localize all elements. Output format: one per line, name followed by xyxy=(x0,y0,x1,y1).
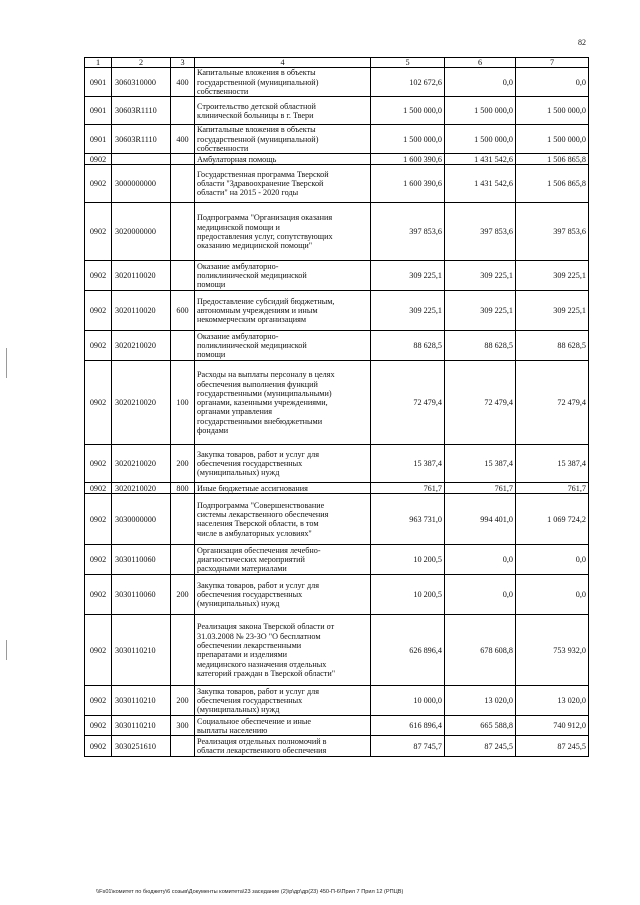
cell-name: Оказание амбулаторно- поликлинической медицинской помощи xyxy=(195,261,371,291)
cell-v6: 1 500 000,0 xyxy=(445,125,516,154)
table-row xyxy=(85,165,589,203)
cell-v5: 10 200,5 xyxy=(371,575,445,615)
cell-v6: 1 500 000,0 xyxy=(445,97,516,125)
cell-vid: 200 xyxy=(171,686,195,716)
cell-v7: 0,0 xyxy=(516,575,589,615)
cell-v7: 740 912,0 xyxy=(516,716,589,736)
cell-v7: 1 506 865,8 xyxy=(516,165,589,203)
cell-v7: 309 225,1 xyxy=(516,261,589,291)
column-header: 3 xyxy=(171,58,195,68)
column-header: 2 xyxy=(112,58,171,68)
cell-code: 3030110210 xyxy=(112,615,171,686)
cell-v6: 678 608,8 xyxy=(445,615,516,686)
cell-name: Закупка товаров, работ и услуг для обеспечения государственных (муниципальных) нужд xyxy=(195,686,371,716)
cell-v5: 963 731,0 xyxy=(371,494,445,545)
cell-name: Закупка товаров, работ и услуг для обеспечения государственных (муниципальных) нужд xyxy=(195,445,371,483)
cell-v7: 72 479,4 xyxy=(516,361,589,445)
table-row xyxy=(85,494,589,545)
cell-vid: 400 xyxy=(171,125,195,154)
margin-mark xyxy=(6,640,7,660)
column-header: 5 xyxy=(371,58,445,68)
cell-vid: 300 xyxy=(171,716,195,736)
cell-code: 3020110020 xyxy=(112,261,171,291)
cell-v6: 88 628,5 xyxy=(445,331,516,361)
cell-name: Капитальные вложения в объекты государственной (муниципальной) собственности xyxy=(195,125,371,154)
cell-v6: 309 225,1 xyxy=(445,261,516,291)
cell-sec: 0902 xyxy=(85,165,112,203)
cell-code xyxy=(112,154,171,165)
cell-v5: 10 000,0 xyxy=(371,686,445,716)
budget-table xyxy=(84,57,589,757)
cell-v7: 1 069 724,2 xyxy=(516,494,589,545)
cell-vid xyxy=(171,203,195,261)
cell-v5: 761,7 xyxy=(371,483,445,494)
cell-v6: 13 020,0 xyxy=(445,686,516,716)
cell-v5: 309 225,1 xyxy=(371,261,445,291)
cell-sec: 0902 xyxy=(85,154,112,165)
cell-v5: 397 853,6 xyxy=(371,203,445,261)
cell-v7: 13 020,0 xyxy=(516,686,589,716)
table-row xyxy=(85,261,589,291)
cell-v6: 0,0 xyxy=(445,545,516,575)
cell-code: 3030110060 xyxy=(112,545,171,575)
cell-name: Амбулаторная помощь xyxy=(195,154,371,165)
page-number: 82 xyxy=(578,38,586,47)
cell-code: 3060310000 xyxy=(112,68,171,97)
cell-sec: 0902 xyxy=(85,291,112,331)
cell-v5: 1 600 390,6 xyxy=(371,165,445,203)
cell-name: Реализация отдельных полномочий в области лекарственного обеспечения xyxy=(195,736,371,757)
column-header: 4 xyxy=(195,58,371,68)
cell-sec: 0902 xyxy=(85,445,112,483)
cell-vid: 100 xyxy=(171,361,195,445)
table-row xyxy=(85,68,589,97)
cell-vid xyxy=(171,736,195,757)
table-body xyxy=(85,58,589,757)
cell-sec: 0902 xyxy=(85,736,112,757)
cell-v7: 1 500 000,0 xyxy=(516,97,589,125)
cell-vid xyxy=(171,545,195,575)
cell-v7: 87 245,5 xyxy=(516,736,589,757)
cell-v5: 1 500 000,0 xyxy=(371,97,445,125)
cell-v5: 10 200,5 xyxy=(371,545,445,575)
cell-name: Подпрограмма "Совершенствование системы лекарственного обеспечения населения Тверской области, в том числе в амбулаторных условиях" xyxy=(195,494,371,545)
table-row xyxy=(85,125,589,154)
cell-v5: 88 628,5 xyxy=(371,331,445,361)
table-row xyxy=(85,154,589,165)
cell-v7: 1 500 000,0 xyxy=(516,125,589,154)
cell-sec: 0902 xyxy=(85,545,112,575)
cell-sec: 0902 xyxy=(85,331,112,361)
cell-v5: 15 387,4 xyxy=(371,445,445,483)
column-header: 6 xyxy=(445,58,516,68)
cell-code: 30603R1110 xyxy=(112,97,171,125)
table-row xyxy=(85,545,589,575)
cell-v5: 72 479,4 xyxy=(371,361,445,445)
cell-code: 3020210020 xyxy=(112,483,171,494)
table-row xyxy=(85,331,589,361)
cell-sec: 0902 xyxy=(85,361,112,445)
cell-code: 30603R1110 xyxy=(112,125,171,154)
header-row xyxy=(85,58,589,68)
cell-v6: 665 588,8 xyxy=(445,716,516,736)
cell-sec: 0902 xyxy=(85,575,112,615)
cell-sec: 0901 xyxy=(85,68,112,97)
cell-v7: 761,7 xyxy=(516,483,589,494)
cell-sec: 0902 xyxy=(85,615,112,686)
cell-vid: 600 xyxy=(171,291,195,331)
cell-v5: 626 896,4 xyxy=(371,615,445,686)
cell-code: 3020210020 xyxy=(112,331,171,361)
cell-v7: 88 628,5 xyxy=(516,331,589,361)
cell-vid: 200 xyxy=(171,575,195,615)
cell-sec: 0901 xyxy=(85,125,112,154)
cell-v6: 0,0 xyxy=(445,575,516,615)
cell-name: Капитальные вложения в объекты государственной (муниципальной) собственности xyxy=(195,68,371,97)
cell-name: Предоставление субсидий бюджетным, автономным учреждениям и иным некоммерческим организациям xyxy=(195,291,371,331)
cell-vid xyxy=(171,494,195,545)
cell-code: 3020000000 xyxy=(112,203,171,261)
cell-vid xyxy=(171,331,195,361)
cell-v6: 72 479,4 xyxy=(445,361,516,445)
cell-v7: 0,0 xyxy=(516,68,589,97)
cell-code: 3030000000 xyxy=(112,494,171,545)
cell-v5: 1 600 390,6 xyxy=(371,154,445,165)
cell-vid: 800 xyxy=(171,483,195,494)
cell-code: 3020110020 xyxy=(112,291,171,331)
cell-v6: 309 225,1 xyxy=(445,291,516,331)
cell-v6: 1 431 542,6 xyxy=(445,154,516,165)
cell-code: 3030110210 xyxy=(112,716,171,736)
cell-name: Организация обеспечения лечебно- диагностических мероприятий расходными материалами xyxy=(195,545,371,575)
cell-vid xyxy=(171,261,195,291)
cell-v7: 753 932,0 xyxy=(516,615,589,686)
cell-name: Государственная программа Тверской области "Здравоохранение Тверской области" на 2015 - 2020 годы xyxy=(195,165,371,203)
table-row xyxy=(85,483,589,494)
cell-vid: 200 xyxy=(171,445,195,483)
cell-name: Реализация закона Тверской области от 31.03.2008 № 23-ЗО "О бесплатном обеспечении лекарственными препаратами и изделиями медицинского назначения отдельных категорий граждан в Тверской области" xyxy=(195,615,371,686)
cell-v5: 309 225,1 xyxy=(371,291,445,331)
cell-sec: 0902 xyxy=(85,203,112,261)
cell-vid: 400 xyxy=(171,68,195,97)
column-header: 7 xyxy=(516,58,589,68)
table-row xyxy=(85,686,589,716)
table-row xyxy=(85,615,589,686)
table-row xyxy=(85,575,589,615)
cell-name: Социальное обеспечение и иные выплаты населению xyxy=(195,716,371,736)
column-header: 1 xyxy=(85,58,112,68)
cell-vid xyxy=(171,165,195,203)
cell-code: 3000000000 xyxy=(112,165,171,203)
cell-v6: 0,0 xyxy=(445,68,516,97)
cell-vid xyxy=(171,97,195,125)
table-row xyxy=(85,203,589,261)
cell-v6: 761,7 xyxy=(445,483,516,494)
cell-v7: 15 387,4 xyxy=(516,445,589,483)
cell-v7: 1 506 865,8 xyxy=(516,154,589,165)
cell-v6: 397 853,6 xyxy=(445,203,516,261)
cell-v5: 616 896,4 xyxy=(371,716,445,736)
cell-vid xyxy=(171,154,195,165)
cell-v6: 15 387,4 xyxy=(445,445,516,483)
table-row xyxy=(85,361,589,445)
cell-v6: 994 401,0 xyxy=(445,494,516,545)
cell-sec: 0902 xyxy=(85,494,112,545)
cell-name: Подпрограмма "Организация оказания медицинской помощи и предоставления услуг, сопутствующих оказанию медицинской помощи" xyxy=(195,203,371,261)
cell-v6: 1 431 542,6 xyxy=(445,165,516,203)
table-row xyxy=(85,445,589,483)
table-row xyxy=(85,97,589,125)
file-path-footer: \\Fs01\комитет по бюджету\6 созыв\Документы комитета\23 заседание (2)\р\др\др(23) 450-П-6\Прил 7 Прил 12 (РПЦВ) xyxy=(96,889,404,895)
cell-v5: 87 745,7 xyxy=(371,736,445,757)
cell-code: 3030251610 xyxy=(112,736,171,757)
table-row xyxy=(85,736,589,757)
cell-v5: 1 500 000,0 xyxy=(371,125,445,154)
table-row xyxy=(85,716,589,736)
cell-name: Строительство детской областной клинической больницы в г. Твери xyxy=(195,97,371,125)
cell-sec: 0902 xyxy=(85,261,112,291)
cell-name: Закупка товаров, работ и услуг для обеспечения государственных (муниципальных) нужд xyxy=(195,575,371,615)
cell-code: 3030110060 xyxy=(112,575,171,615)
cell-v7: 397 853,6 xyxy=(516,203,589,261)
cell-name: Оказание амбулаторно- поликлинической медицинской помощи xyxy=(195,331,371,361)
cell-v5: 102 672,6 xyxy=(371,68,445,97)
cell-code: 3020210020 xyxy=(112,361,171,445)
cell-sec: 0902 xyxy=(85,686,112,716)
cell-vid xyxy=(171,615,195,686)
cell-sec: 0901 xyxy=(85,97,112,125)
cell-name: Расходы на выплаты персоналу в целях обеспечения выполнения функций государственными (муниципальными) органами, казенными учреждениями, органами управления государственными внебюджетными фондами xyxy=(195,361,371,445)
margin-mark xyxy=(6,348,7,378)
table-row xyxy=(85,291,589,331)
cell-sec: 0902 xyxy=(85,483,112,494)
cell-name: Иные бюджетные ассигнования xyxy=(195,483,371,494)
cell-v7: 309 225,1 xyxy=(516,291,589,331)
cell-code: 3030110210 xyxy=(112,686,171,716)
cell-v7: 0,0 xyxy=(516,545,589,575)
cell-code: 3020210020 xyxy=(112,445,171,483)
cell-v6: 87 245,5 xyxy=(445,736,516,757)
cell-sec: 0902 xyxy=(85,716,112,736)
